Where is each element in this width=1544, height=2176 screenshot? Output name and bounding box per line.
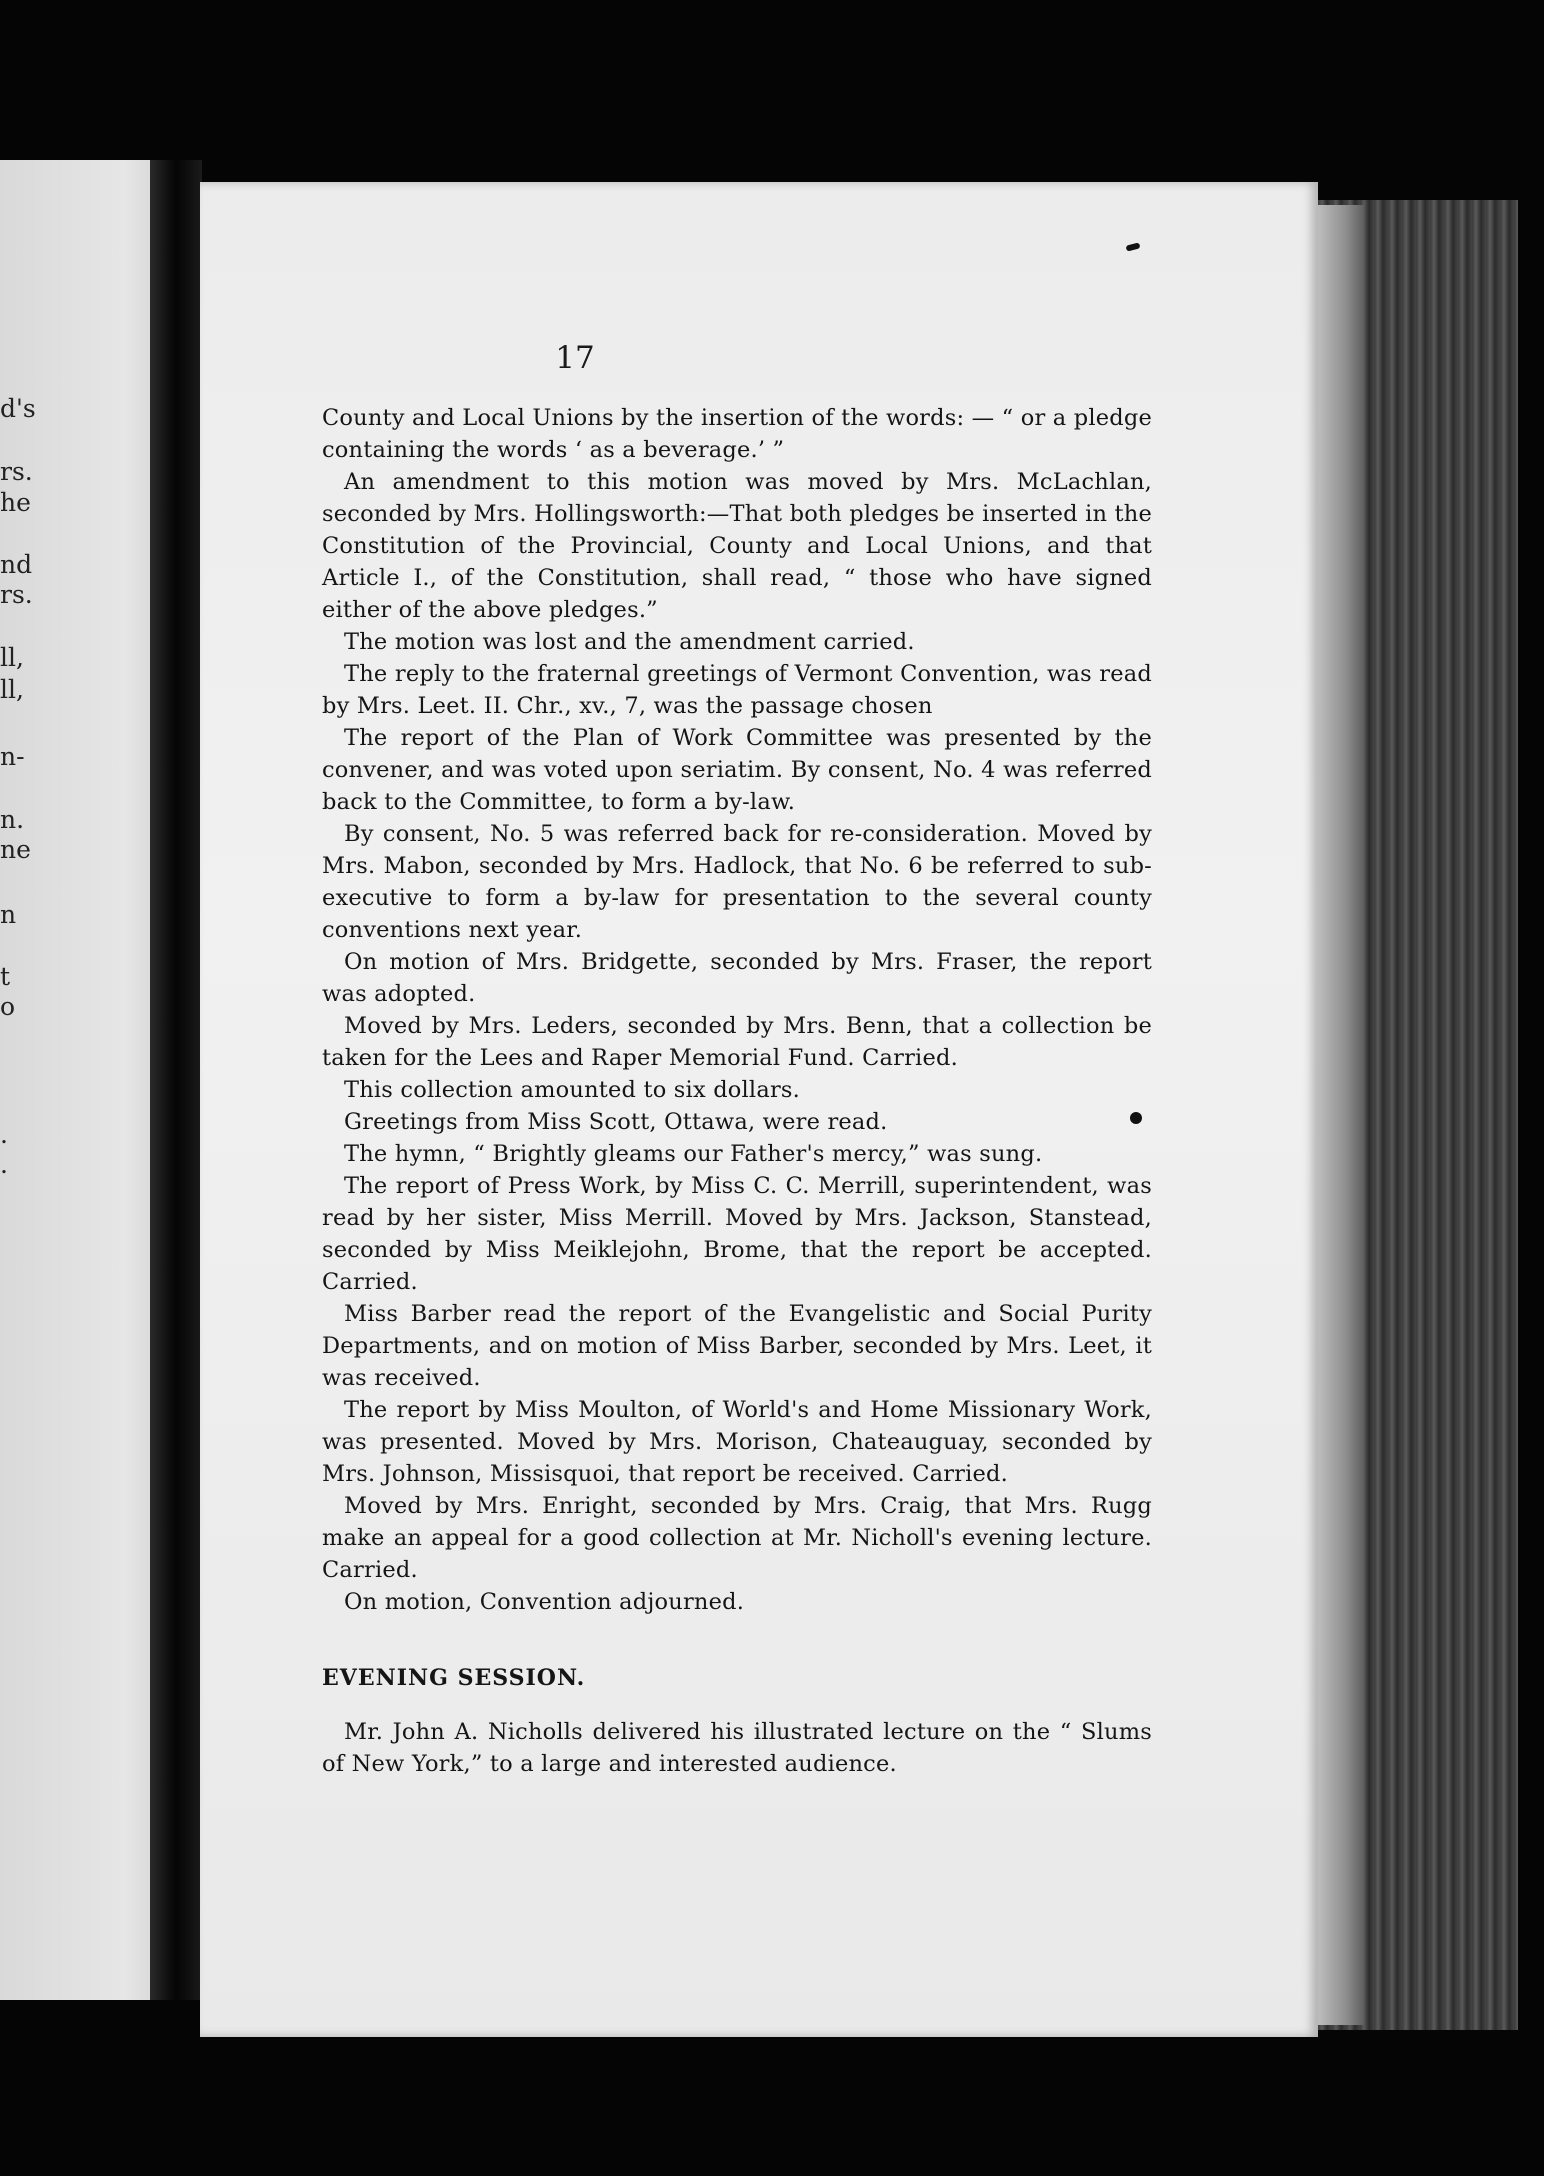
left-page-fragment: . (0, 1150, 8, 1179)
paragraph: The reply to the fraternal greetings of Vermont Convention, was read by Mrs. Leet. II. Chr., xv., 7, was the passage chosen (322, 661, 1152, 719)
paragraph: The motion was lost and the amendment carried. (344, 629, 915, 655)
paragraph: County and Local Unions by the insertion of the words: — “ or a pledge containing the words ‘ as a beverage.’ ” (322, 405, 1152, 463)
paragraph: This collection amounted to six dollars. (344, 1077, 801, 1103)
scan-speck (1125, 242, 1140, 251)
paragraph: Moved by Mrs. Leders, seconded by Mrs. Benn, that a collection be taken for the Lees and Raper Memorial Fund. Carried. (322, 1013, 1152, 1071)
paragraph: The report by Miss Moulton, of World's and Home Missionary Work, was presented. Moved by Mrs. Morison, Chateauguay, seconded by Mrs. Johnson, Missisquoi, that report be received. Carried. (322, 1397, 1152, 1487)
left-page-fragment: n. (0, 805, 25, 834)
paragraph: On motion, Convention adjourned. (344, 1589, 745, 1615)
paragraph: The hymn, “ Brightly gleams our Father's mercy,” was sung. (344, 1141, 1043, 1167)
left-page-fragment: n- (0, 742, 25, 771)
paragraph: Miss Barber read the report of the Evangelistic and Social Purity Departments, and on motion of Miss Barber, seconded by Mrs. Leet, it was received. (322, 1301, 1152, 1391)
left-page-fragment: ll, (0, 675, 24, 704)
paragraph: The report of Press Work, by Miss C. C. Merrill, superintendent, was read by her sister, Miss Merrill. Moved by Mrs. Jackson, Stanstead, seconded by Miss Meiklejohn, Brome, that the report be accepted. Carried. (322, 1173, 1152, 1295)
left-page-fragment: d's (0, 394, 36, 423)
left-page-fragment: o (0, 992, 16, 1021)
paragraph: On motion of Mrs. Bridgette, seconded by Mrs. Fraser, the report was adopted. (322, 949, 1152, 1007)
left-page-fragment: . (0, 1120, 8, 1149)
book-gutter (150, 160, 202, 2000)
left-page-fragment: ne (0, 835, 31, 864)
left-page-fragment: ll, (0, 643, 24, 672)
page-edge-strip (1318, 205, 1364, 2025)
left-page-fragment: he (0, 488, 31, 517)
paragraph: The report of the Plan of Work Committee was presented by the convener, and was voted upon seriatim. By consent, No. 4 was referred back to the Committee, to form a by-law. (322, 725, 1152, 815)
paragraph: Mr. John A. Nicholls delivered his illustrated lecture on the “ Slums of New York,” to a large and interested audience. (322, 1719, 1152, 1777)
page-number: 17 (555, 340, 595, 376)
left-page-fragment: n (0, 900, 17, 929)
page-body (322, 402, 1152, 1780)
paragraph: Greetings from Miss Scott, Ottawa, were read. (344, 1109, 888, 1135)
paragraph: Moved by Mrs. Enright, seconded by Mrs. Craig, that Mrs. Rugg make an appeal for a good collection at Mr. Nicholl's evening lecture. Carried. (322, 1493, 1152, 1583)
left-page-fragment: t (0, 962, 11, 991)
left-page-fragment: rs. (0, 580, 33, 609)
section-heading: EVENING SESSION. (322, 1665, 586, 1691)
paragraph: An amendment to this motion was moved by Mrs. McLachlan, seconded by Mrs. Hollingsworth:—That both pledges be inserted in the Constitution of the Provincial, County and Local Unions, and that Article I., of the Constitution, shall read, “ those who have signed either of the above pledges.” (322, 469, 1152, 623)
left-page-fragment: nd (0, 550, 33, 579)
paragraph: By consent, No. 5 was referred back for re-consideration. Moved by Mrs. Mabon, seconded by Mrs. Hadlock, that No. 6 be referred to sub-executive to form a by-law for presentation to the several county conventions next year. (322, 821, 1152, 943)
left-page-fragment: rs. (0, 457, 33, 486)
